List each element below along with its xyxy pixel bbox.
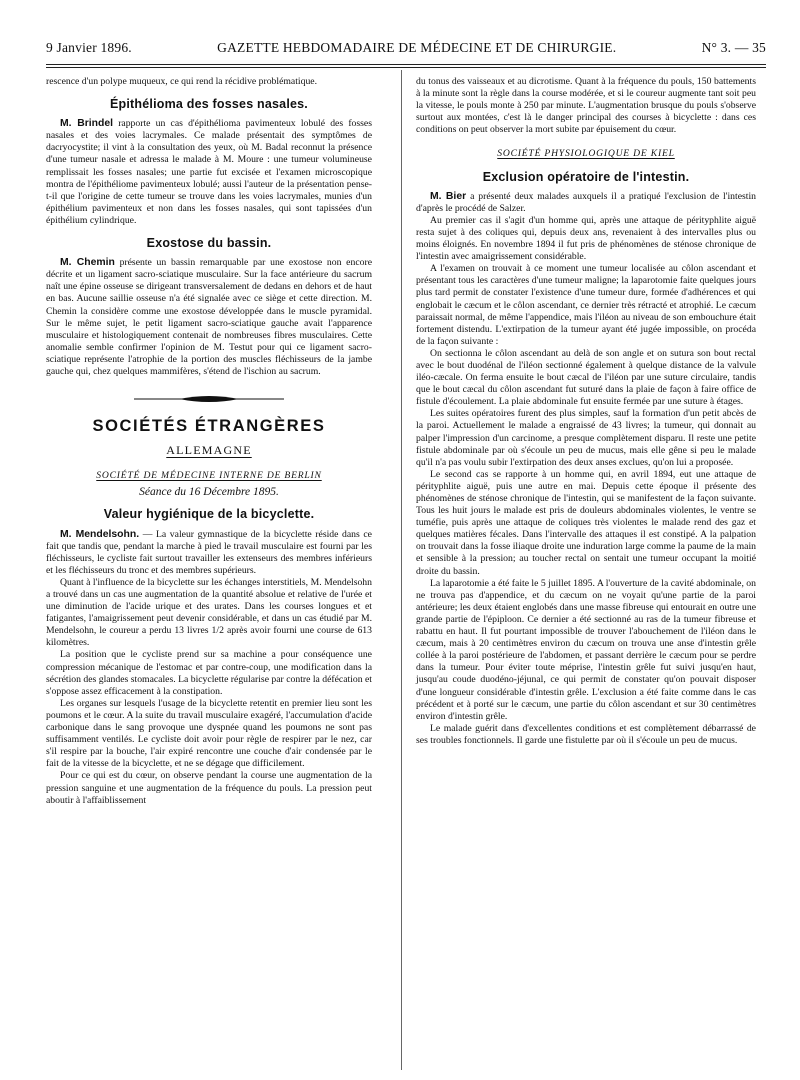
paragraph: On sectionna le côlon ascendant au delà de son angle et on sutura son bout rectal avec le bout duodénal de l'iléon sectionné également à quelque distance de la valvule iléo-cæcale. On ferma ensuite le bout cæcal de l'iléon par une suture circulaire, tandis que le bout cæcal du côlon ascendant fut suturé dans la plaie de façon à faire office de fistule d'écoulement. La plaie abdominale fut ensuite fermée par une suture à étages. — [416, 347, 756, 408]
paragraph-text: — La valeur gymnastique de la bicyclette réside dans ce fait que tandis que, pendant la marche à pied le travail musculaire est fourni par les fléchisseurs, le cycliste fait surtout travailler les extenseurs des membres inférieurs et les fléchisseurs du tronc et des membres supérieurs. — [46, 528, 372, 576]
section-heading: SOCIÉTÉS ÉTRANGÈRES — [92, 417, 326, 436]
header-rule-bottom — [46, 67, 766, 68]
author-name: M. Mendelsohn. — [60, 528, 140, 540]
paragraph-text: rapporte un cas d'épithélioma pavimenteux lobulé des fosses nasales et des voies lacrymales. Ce malade présentait des symptômes de dacryocystite; il vint à la consultation des yeux, où M. Badal reconnut la présence d'une tumeur nasale et adressa le malade à M. Moure : une tumeur volumineuse remplissait les fosses nasales; une partie fut excisée et l'examen microscopique montra de l'épithéliome pavimenteux lobulé; aussi l'auteur de la présentation pense-t-il que l'origine de cette tumeur se trouve dans les voies lacrymales, munies d'un épithélium pavimenteux et non dans les fosses nasales, qui sont tapissées d'un épithélium cylindrique. — [46, 118, 372, 226]
paragraph: Le second cas se rapporte à un homme qui, en avril 1894, eut une attaque de pérityphlite aiguë, puis une autre en mai. Depuis cette époque il présente des phénomènes de sténose chronique de l'intestin, qui se manifestent de la façon suivante. Tous les huit jours le malade est pris de douleurs abdominales violentes, le ventre se tuméfie, puis après une attaque de coliques très violentes le malade rend des gaz et quelques matières fécales. Dans l'intervalle des attaques il est constipé. A la palpation on trouvait dans la fosse iliaque droite une induration large comme la paume de la main et sensible à la pression; au toucher rectal on sentait une tumeur occupant la moitié droite du bassin. — [416, 468, 756, 577]
paragraph-text: présente un bassin remarquable par une exostose non encore décrite et un ligament sacro-sciatique musculaire. Sur la face antérieure du sacrum naît une épine osseuse se dirigeant transversalement de dedans en dehors et de haut en bas. Aucune saillie osseuse n'a été signalée avec ce siège et cette direction. M. Chemin la considère comme une exostose développée dans le muscle pyramidal. Sur le même sujet, le petit ligament sacro-sciatique gauche avait l'apparence musculaire et histologiquement contenait de nombreuses fibres musculaires. Cette anomalie semble confirmer l'opinion de M. Testut pour qui ce ligament sacro-sciatique représente l'atrophie de la portion des muscles fléchisseurs de la jambe gauche qui, chez quelques mammifères, s'étend de l'ischion au sacrum. — [46, 257, 372, 377]
paragraph: rescence d'un polype muqueux, ce qui rend la récidive problématique. — [46, 76, 318, 87]
paragraph: A l'examen on trouvait à ce moment une tumeur localisée au côlon ascendant et présentant tous les caractères d'une tumeur maligne; la laparotomie faite quelques jours plus tard permit de constater l'existence d'une tumeur dure, formée d'adhérences et qui englobait le cæcum et le côlon ascendant, ce dernier très rétracté et atrophié. Le cæcum paraissait normal, de même l'appendice, mais l'iléon au niveau de son embouchure était fortement distendu. L'extirpation de la tumeur ayant été jugée impossible, on procéda de la façon suivante : — [416, 263, 756, 347]
society-heading: SOCIÉTÉ PHYSIOLOGIQUE DE KIEL — [497, 148, 675, 160]
running-header — [46, 40, 766, 62]
paragraph: Les organes sur lesquels l'usage de la bicyclette retentit en premier lieu sont les poumons et le cœur. A la suite du travail musculaire exagéré, l'accumulation d'acide carbonique dans le sang provoque une dyspnée quand les poumons ne sont pas suffisamment ventilés. Le cycliste doit avoir pour règle de respirer par le nez, car s'il respire par la bouche, l'air expiré rencontre une couche d'air condensée par le fait de la vitesse de la bicyclette, et ne se dégage que difficilement. — [46, 697, 372, 770]
section-title: Exclusion opératoire de l'intestin. — [482, 169, 690, 184]
paragraph — [46, 118, 372, 227]
section-title: Valeur hygiénique de la bicyclette. — [103, 507, 315, 522]
paragraph: du tonus des vaisseaux et au dicrotisme. Quant à la fréquence du pouls, 150 battements à la minute sont la règle dans la course modérée, et si le coureur augmente tant soit peu la vitesse, le pouls monte à 250 par minute. L'augmentation brusque du pouls s'observe surtout aux montées, c'est là le danger principal des courses à bicyclette : dans ces conditions on peut observer la mort subite par épuisement du cœur. — [416, 76, 756, 136]
paragraph: Le malade guérit dans d'excellentes conditions et est complètement débarrassé de ses troubles fonctionnels. Il garde une fistulette par où il s'écoule un peu de mucus. — [416, 722, 756, 746]
ornament-icon — [134, 394, 284, 404]
paragraph — [46, 257, 372, 378]
section-title: Exostose du bassin. — [146, 236, 272, 251]
spacer — [416, 136, 756, 142]
paragraph — [46, 529, 372, 577]
paragraph — [416, 191, 756, 215]
society-heading: SOCIÉTÉ DE MÉDECINE INTERNE DE BERLIN — [96, 470, 322, 482]
paragraph: Pour ce qui est du cœur, on observe pendant la course une augmentation de la pression sanguine et une augmentation de la fréquence du pouls. La pression peut aboutir à l'affaiblissement — [46, 770, 372, 806]
section-title: Épithélioma des fosses nasales. — [110, 97, 308, 112]
header-issue-page: N° 3. — 35 — [701, 40, 766, 55]
session-date: Séance du 16 Décembre 1895. — [139, 486, 279, 499]
left-column — [46, 76, 372, 807]
header-journal-title: GAZETTE HEBDOMADAIRE DE MÉDECINE ET DE CHIRURGIE. — [217, 40, 617, 55]
paragraph: Au premier cas il s'agit d'un homme qui, après une attaque de pérityphlite aiguë resta sujet à des coliques qui, depuis deux ans, revenaient à des intervalles plus ou moins éloignés. En novembre 1894 il fut pris de phénomènes de sténose chronique de l'intestin avec amaigrissement considérable. — [416, 214, 756, 263]
author-name: M. Brindel — [60, 118, 113, 130]
author-name: M. Bier — [430, 190, 467, 202]
paragraph: Les suites opératoires furent des plus simples, sauf la formation d'un petit abcès de la paroi. Actuellement le malade a engraissé de 43 livres; la tumeur, qui donnait au palper l'impression d'un carcinome, a presque complètement disparu. Il reste une petite fistule abdominale par où s'écoule un peu de mucus, mais elle gêne si peu le malade qu'il n'a pas voulu subir l'extirpation des deux anses exclues, qu'on lui a proposée. — [416, 408, 756, 468]
author-name: M. Chemin — [60, 257, 115, 269]
header-date: 9 Janvier 1896. — [46, 40, 132, 55]
ornamental-divider — [46, 392, 372, 406]
paragraph: La laparotomie a été faite le 5 juillet 1895. A l'ouverture de la cavité abdominale, on ne trouva pas d'appendice, et du cæcum on ne voyait qu'une partie de la paroi antérieure; les deux étaient englobés dans une masse fibreuse qui entourait en outre une grande partie de l'épiploon. Ce dernier a été sectionné au ras de la tumeur fibreuse et rabattu en haut. Il fut pourtant impossible de trouver l'abouchement de l'iléon dans le cæcum, mais à 20 centimètres environ du cæcum on trouva une anse d'intestin grêle collée à la paroi postérieure de l'abdomen, et passant derrière le cæcum pour se perdre dans la tumeur. Pour éviter toute méprise, l'intestin grêle fut suivi jusqu'en haut, jusqu'au coude duodéno-jéjunal, ce qui permit de constater qu'on pouvait disposer d'une longueur considérable d'intestin grêle. L'exclusion a été faite comme dans le cas précédent et à porté sur le cæcum, une partie du côlon ascendant et sur 30 centimètres environ d'intestin grêle. — [416, 577, 756, 722]
paragraph: La position que le cycliste prend sur sa machine a pour conséquence une compression mécanique de l'estomac et par contre-coup, une modification dans la sécrétion des glandes stomacales. La bicyclette régularise par contre la défécation et s'oppose assez efficacement à la constipation. — [46, 649, 372, 697]
column-divider — [401, 70, 402, 1070]
paragraph-text: a présenté deux malades auxquels il a pratiqué l'exclusion de l'intestin d'après le procédé de Salzer. — [416, 190, 756, 214]
right-column — [416, 76, 756, 747]
country-heading: ALLEMAGNE — [166, 443, 252, 458]
paragraph: Quant à l'influence de la bicyclette sur les échanges interstitiels, M. Mendelsohn a trouvé dans un cas une augmentation de la quantité absolue et relative de l'urée et une diminution de l'acide urique et des urates. Dans les courses longues et et fatigantes, l'amaigrissement peut devenir considérable, et dans un cas étudié par M. Mendelsohn, le coureur a perdu 13 livres 1/2 après avoir fourni une course de 613 kilomètres. — [46, 576, 372, 649]
header-rule-top — [46, 64, 766, 65]
